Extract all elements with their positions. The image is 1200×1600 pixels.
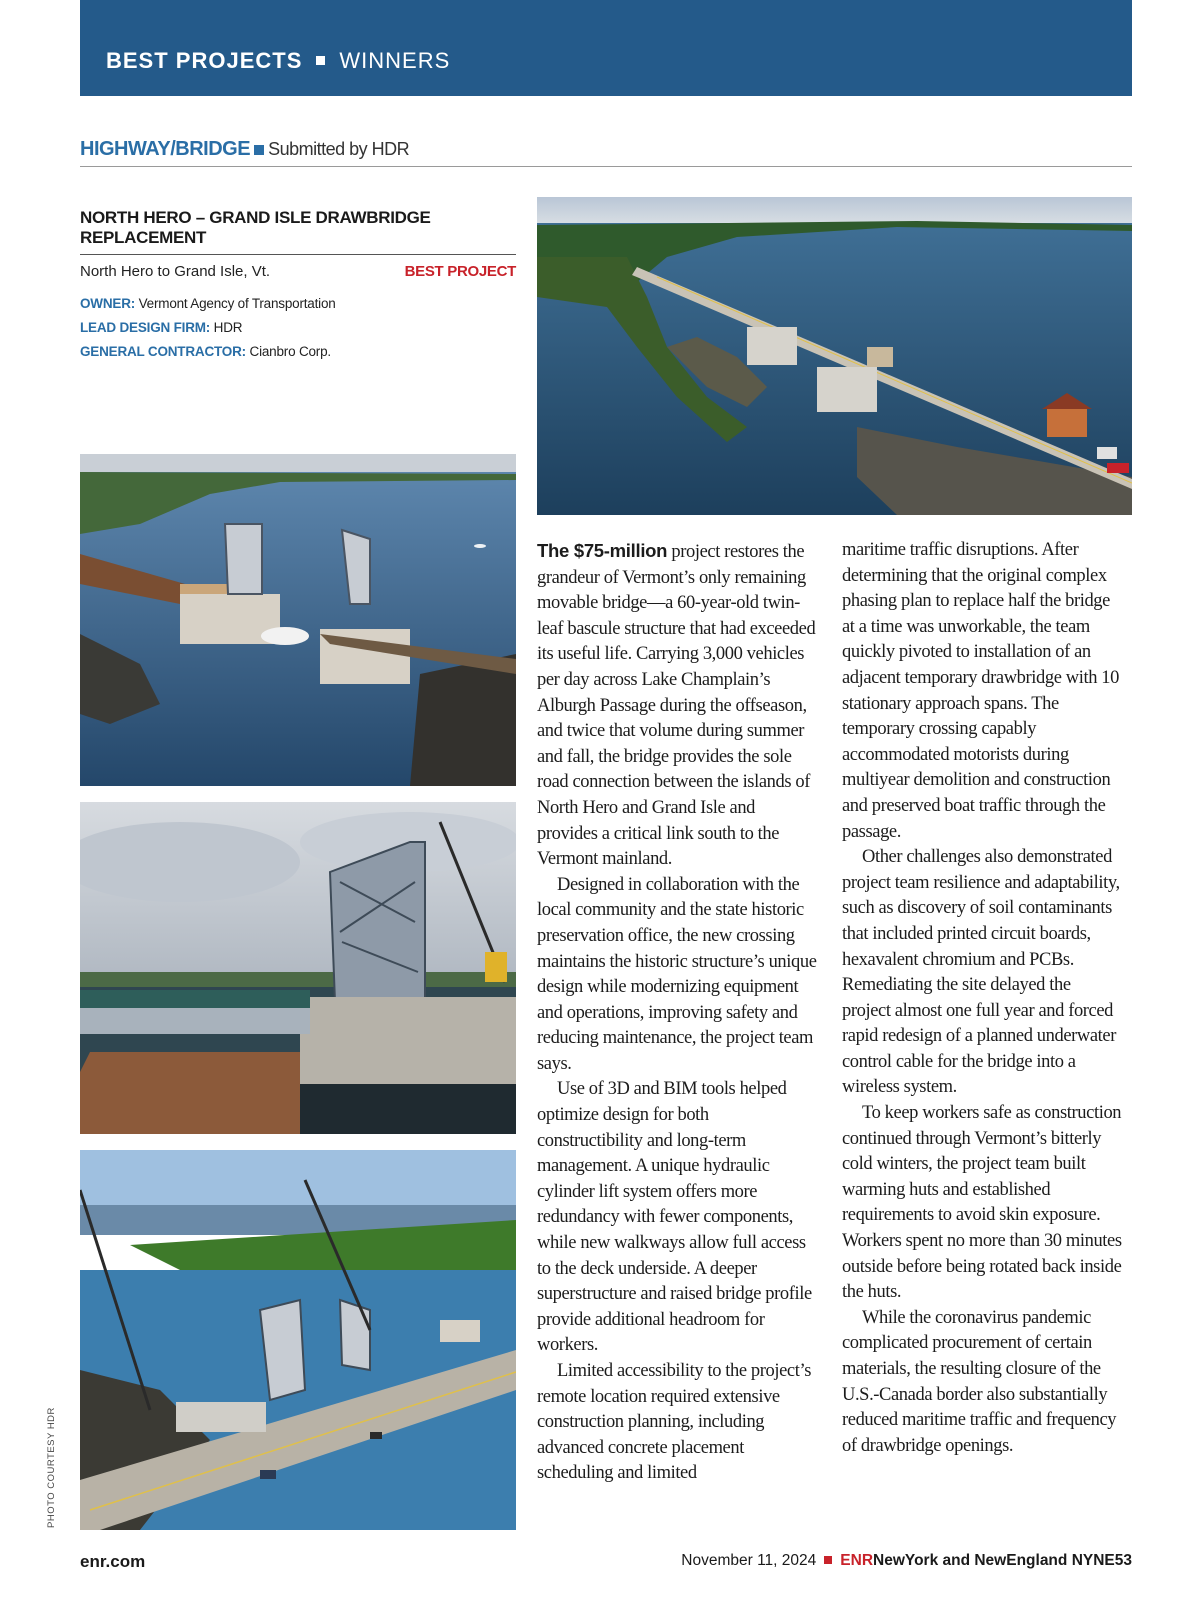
- owner-value: Vermont Agency of Transportation: [138, 296, 336, 311]
- design-credit: [80, 320, 516, 335]
- article-p1-text: project restores the grandeur of Vermont’s only remaining movable bridge—a 60-year-old twin-leaf bascule structure that had exceeded its useful life. Carrying 3,000 vehicles per day across Lake Champlain’s Alburgh Passage during the offseason, and twice that volume during summer and fall, the bridge provides the sole road connection between the islands of North Hero and Grand Isle and provides a critical link south to the Vermont mainland.: [537, 542, 816, 870]
- article-paragraph-2: Designed in collaboration with the local community and the state historic preservation office, the new crossing maintains the historic structure’s unique design while modernizing equipment and operations, improving safety and reducing maintenance, the project team says.: [537, 874, 817, 1074]
- banner-text: [106, 48, 450, 74]
- project-info: [80, 208, 516, 359]
- project-location: North Hero to Grand Isle, Vt.: [80, 263, 271, 280]
- footer-separator: [824, 1556, 832, 1564]
- article-paragraph-7: While the coronavirus pandemic complicated procurement of certain materials, the resulting closure of the U.S.-Canada border also substantially reduced maritime traffic and frequency of drawbridge openings.: [842, 1307, 1117, 1456]
- category-row: [80, 138, 1132, 167]
- banner-section: BEST PROJECTS: [106, 48, 303, 73]
- footer-edition: NewYork and NewEngland: [873, 1552, 1068, 1569]
- article-column-right: [842, 538, 1122, 1459]
- article-column-left: [537, 538, 817, 1487]
- photo-aerial-bridge: [537, 197, 1132, 515]
- article-paragraph-3: Use of 3D and BIM tools helped optimize design for both constructibility and long-term management. A unique hydraulic cylinder lift system offers more redundancy with fewer components, while new walkways allow full access to the deck underside. A deeper superstructure and raised bridge profile provide additional headroom for workers.: [537, 1079, 812, 1356]
- owner-label: OWNER:: [80, 296, 136, 311]
- award-label: BEST PROJECT: [404, 263, 516, 280]
- owner-credit: [80, 296, 516, 311]
- article-paragraph-6: To keep workers safe as construction continued through Vermont’s bitterly cold winters, the project team built warming huts and established requirements to avoid skin exposure. Workers spent no more than 30 minutes outside before being rotated back inside the huts.: [842, 1103, 1122, 1303]
- photo-raised-leaves: [80, 454, 516, 786]
- project-title: NORTH HERO – GRAND ISLE DRAWBRIDGE REPLACEMENT: [80, 208, 516, 255]
- location-row: [80, 263, 516, 280]
- contractor-label: GENERAL CONTRACTOR:: [80, 344, 246, 359]
- submitted-by: Submitted by HDR: [268, 139, 410, 159]
- banner-label: WINNERS: [339, 48, 451, 73]
- photo-aerial-construction: [80, 1150, 516, 1530]
- article-lead: The $75-million: [537, 540, 668, 561]
- footer-info: [681, 1552, 1132, 1570]
- footer-site: enr.com: [80, 1552, 146, 1571]
- banner-separator: [316, 56, 325, 65]
- photo-credit: PHOTO COURTESY HDR: [46, 1407, 57, 1528]
- article-paragraph-1: [537, 538, 817, 873]
- article-paragraph-5: Other challenges also demonstrated project team resilience and adaptability, such as discovery of soil contaminants that included printed circuit boards, hexavalent chromium and PCBs. Remediating the site delayed the project almost one full year and forced rapid redesign of a planned underwater control cable for the bridge into a wireless system.: [842, 847, 1120, 1098]
- category-separator: [254, 145, 264, 155]
- section-banner: [80, 0, 1132, 96]
- design-label: LEAD DESIGN FIRM:: [80, 320, 211, 335]
- footer-date: November 11, 2024: [681, 1552, 817, 1569]
- footer-brand: ENR: [840, 1552, 874, 1569]
- photo-construction-crane: [80, 802, 516, 1134]
- category-name: HIGHWAY/BRIDGE: [80, 138, 251, 160]
- contractor-value: Cianbro Corp.: [249, 344, 331, 359]
- design-value: HDR: [213, 320, 243, 335]
- footer-page: NYNE53: [1071, 1552, 1132, 1569]
- contractor-credit: [80, 344, 516, 359]
- article-paragraph-4-continued: maritime traffic disruptions. After determining that the original complex phasing plan to replace half the bridge at a time was unworkable, the team quickly pivoted to installation of an adjacent temporary drawbridge with 10 stationary approach spans. The temporary crossing capably accommodated motorists during multiyear demolition and construction and preserved boat traffic through the passage.: [842, 540, 1119, 842]
- article-paragraph-4: Limited accessibility to the project’s remote location required extensive construction planning, including advanced concrete placement scheduling and limited: [537, 1361, 812, 1484]
